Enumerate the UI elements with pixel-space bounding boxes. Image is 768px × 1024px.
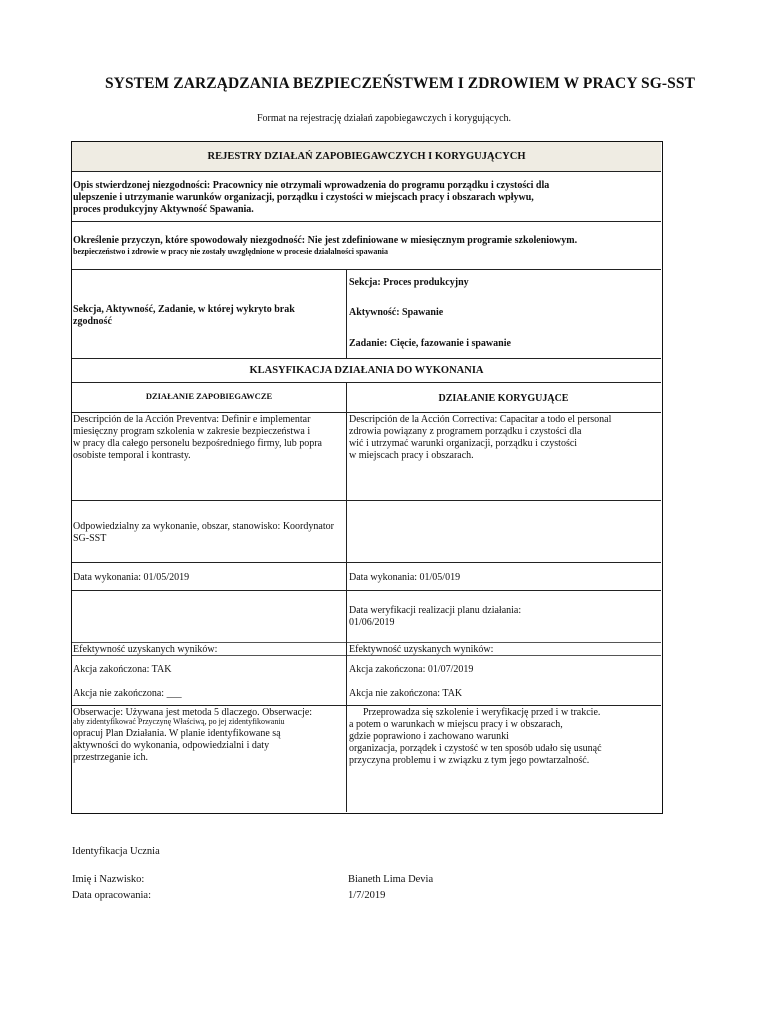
section-label: Sekcja, Aktywność, Zadanie, w której wykryto brak zgodność <box>73 304 295 327</box>
name-value: Bianeth Lima Devia <box>348 874 434 885</box>
divider <box>72 500 661 501</box>
nonconformity-description: Opis stwierdzonej niezgodności: Pracownicy nie otrzymali wprowadzenia do programu porządku i czystości dla ulepszenie i utrzymanie warunków organizacji, porządku i czystości w miejscach pracy i obszarach wpływu, proces produkcyjny Aktywność Spawania. <box>73 180 550 215</box>
classification-header: KLASYFIKACJA DZIAŁANIA DO WYKONANIA <box>249 365 484 376</box>
activity-value: Aktywność: Spawanie <box>349 307 444 318</box>
date-value: 1/7/2019 <box>348 890 386 901</box>
name-label: Imię i Nazwisko: <box>72 874 145 885</box>
date-label: Data opracowania: <box>72 890 152 901</box>
causes-note: bezpieczeństwo i zdrowie w pracy nie zostały uwzględnione w procesie działalności spawania <box>73 247 389 256</box>
effectiveness-preventive: Efektywność uzyskanych wyników: <box>73 644 218 655</box>
divider <box>72 171 661 172</box>
divider <box>72 705 661 706</box>
divider <box>72 412 661 413</box>
divider <box>72 590 661 591</box>
divider <box>72 358 661 359</box>
responsible-person: Odpowiedzialny za wykonanie, obszar, stanowisko: Koordynator SG-SST <box>73 521 334 544</box>
observations-corrective-detail: a potem o warunkach w miejscu pracy i w obszarach, gdzie poprawiono i zachowano warunki organizacja, porządek i czystość w ten sposób udało się usunąć przyczyna problemu i w związku z tym jego powtarzalność. <box>349 719 602 766</box>
observations-corrective: Przeprowadza się szkolenie i weryfikację przed i w trakcie. <box>363 707 601 718</box>
divider <box>72 382 661 383</box>
task-value: Zadanie: Cięcie, fazowanie i spawanie <box>349 338 511 349</box>
column-divider <box>346 269 347 358</box>
verification-date: Data weryfikacji realizacji planu działania: 01/06/2019 <box>349 605 522 628</box>
divider <box>72 221 661 222</box>
observations-preventive-detail: opracuj Plan Działania. W planie identyfikowane są aktywności do wykonania, odpowiedzialni i daty przestrzeganie ich. <box>73 728 281 763</box>
preventive-description: Descripción de la Acción Preventva: Definir e implementar miesięczny program szkolenia w zakresie bezpieczeństwa i w pracy dla całego personelu bezpośredniego firmy, lub popra osobiste temporal i kontrasty. <box>73 414 322 461</box>
observations-preventive: Obserwacje: Używana jest metoda 5 dlaczego. Obserwacje: <box>73 707 313 718</box>
execution-date-corrective: Data wykonania: 01/05/019 <box>349 572 461 583</box>
document-subtitle: Format na rejestrację działań zapobiegawczych i korygujących. <box>256 113 512 124</box>
divider <box>72 562 661 563</box>
document-title: SYSTEM ZARZĄDZANIA BEZPIECZEŃSTWEM I ZDROWIEM W PRACY SG-SST <box>104 75 696 92</box>
execution-date-preventive: Data wykonania: 01/05/2019 <box>73 572 190 583</box>
not-completed-preventive: Akcja nie zakończona: ___ <box>73 688 182 699</box>
corrective-description: Descripción de la Acción Correctiva: Capacitar a todo el personal zdrowia powiązany z programem porządku i czystości dla wić i utrzymać warunki organizacji, porządku i czystości w miejscach pracy i obszarach. <box>349 414 612 461</box>
observations-preventive-note: aby zidentyfikować Przyczynę Właściwą, po jej zidentyfikowaniu <box>73 717 285 726</box>
preventive-header: DZIAŁANIE ZAPOBIEGAWCZE <box>145 391 273 401</box>
registry-form <box>71 141 663 814</box>
form-header: REJESTRY DZIAŁAŃ ZAPOBIEGAWCZYCH I KORYGUJĄCYCH <box>207 151 526 162</box>
student-identification: Identyfikacja Ucznia <box>72 846 160 857</box>
corrective-header: DZIAŁANIE KORYGUJĄCE <box>438 393 569 404</box>
divider <box>72 642 661 643</box>
completed-preventive: Akcja zakończona: TAK <box>73 664 172 675</box>
completed-corrective: Akcja zakończona: 01/07/2019 <box>349 664 474 675</box>
section-value: Sekcja: Proces produkcyjny <box>349 277 469 288</box>
not-completed-corrective: Akcja nie zakończona: TAK <box>349 688 463 699</box>
effectiveness-corrective: Efektywność uzyskanych wyników: <box>349 644 494 655</box>
divider <box>72 269 661 270</box>
causes-description: Określenie przyczyn, które spowodowały niezgodność: Nie jest zdefiniowane w miesięcznym programie szkoleniowym. <box>73 235 578 246</box>
